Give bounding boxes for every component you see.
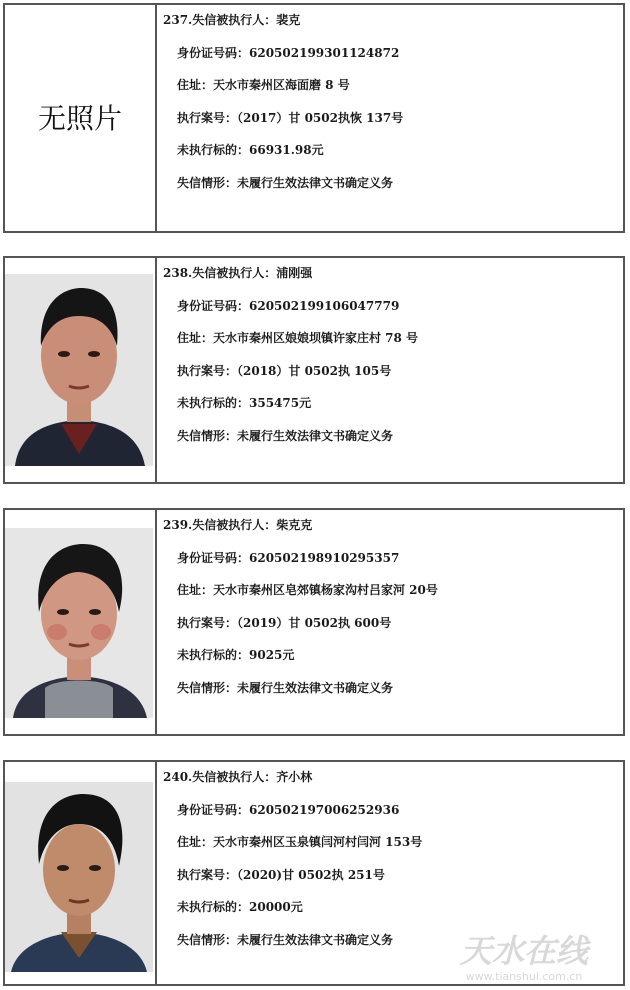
record-card-239	[3, 508, 625, 736]
case-number-line: 执行案号：（2017）甘 0502执恢 137号	[177, 110, 404, 125]
record-info	[157, 510, 623, 734]
address-line: 住址：天水市秦州区娘娘坝镇许家庄村 78 号	[177, 331, 419, 345]
record-card-238	[3, 256, 625, 484]
situation-line: 失信情形：未履行生效法律文书确定义务	[177, 680, 394, 695]
case-number-line: 执行案号：（2018）甘 0502执 105号	[177, 363, 392, 378]
no-photo-label: 无照片	[37, 102, 122, 135]
svg-text:www.tianshui.com.cn: www.tianshui.com.cn	[465, 970, 583, 983]
amount-line: 未执行标的：66931.98元	[177, 143, 324, 157]
site-watermark-logo	[424, 926, 624, 986]
record-header: 237.失信被执行人：裴克	[163, 13, 301, 27]
photo-cell	[5, 762, 157, 984]
record-info	[157, 258, 623, 482]
record-info	[157, 5, 623, 231]
address-line: 住址：天水市秦州区玉泉镇闫河村闫河 153号	[177, 835, 423, 849]
situation-line: 失信情形：未履行生效法律文书确定义务	[177, 428, 394, 443]
record-header: 238.失信被执行人：浦刚强	[163, 266, 313, 280]
situation-line: 失信情形：未履行生效法律文书确定义务	[177, 175, 394, 190]
record-header: 240.失信被执行人：齐小林	[163, 770, 313, 784]
photo-cell	[5, 258, 157, 482]
id-number-line: 身份证号码：620502199106047779	[177, 298, 400, 313]
id-number-line: 身份证号码：620502198910295357	[177, 550, 400, 565]
record-header: 239.失信被执行人：柴克克	[163, 518, 313, 532]
amount-line: 未执行标的：9025元	[177, 648, 295, 662]
amount-line: 未执行标的：20000元	[177, 900, 303, 914]
svg-text:天水在线: 天水在线	[459, 932, 589, 970]
record-card-237	[3, 3, 625, 233]
case-number-line: 执行案号：（2020)甘 0502执 251号	[177, 867, 385, 882]
id-number-line: 身份证号码：620502199301124872	[177, 45, 400, 60]
person-photo	[5, 274, 153, 466]
address-line: 住址：天水市秦州区皂郊镇杨家沟村吕家河 20号	[177, 583, 438, 597]
amount-line: 未执行标的：355475元	[177, 396, 312, 410]
photo-cell	[5, 510, 157, 734]
case-number-line: 执行案号：（2019）甘 0502执 600号	[177, 615, 392, 630]
person-photo	[5, 528, 153, 718]
id-number-line: 身份证号码：620502197006252936	[177, 802, 400, 817]
address-line: 住址：天水市秦州区海面磨 8 号	[177, 78, 350, 92]
photo-cell	[5, 5, 157, 231]
situation-line: 失信情形：未履行生效法律文书确定义务	[177, 932, 394, 947]
person-photo	[5, 782, 153, 972]
